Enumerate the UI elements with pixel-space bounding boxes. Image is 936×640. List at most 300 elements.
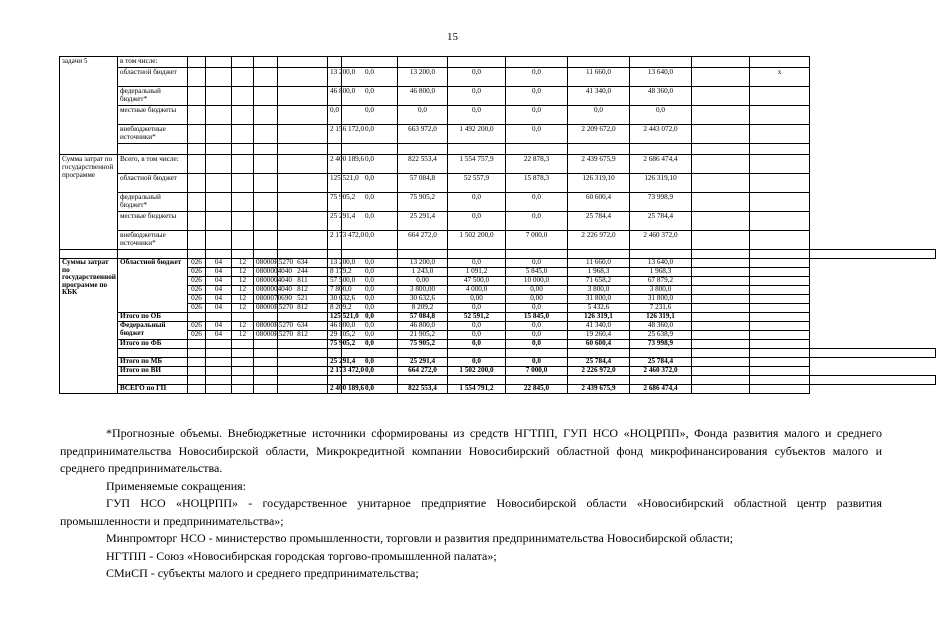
note-forecast: *Прогнозные объемы. Внебюджетные источники сформированы из средств НГТПП, ГУП НСО «НОЦРПП», Фонда развития малого и среднего предпринимательства Новосибирской области, Микрокредитной компании Новосибирский областной фонд микрофинансирования субъектов малого и среднего предпринимательства. [60,426,882,475]
value-cell: 29 105,2 [328,331,342,340]
code-cell [232,155,254,174]
row-label-total: Сумма затрат по государственной программе [60,155,118,250]
code-grbs: 026 [188,286,206,295]
empty-cell [750,376,810,385]
empty-cell [810,376,936,385]
code-cell [232,367,254,376]
code-pr: 12 [232,331,254,340]
value-cell [692,212,750,231]
value-cell: 0,0 [342,87,398,106]
value-cell: 0,0 [630,106,692,125]
value-cell: 13 200,0 [398,259,448,268]
source-label: Всего, в том числе: [118,155,188,174]
value-cell [398,144,448,155]
code-cell [278,155,328,174]
code-cell [278,57,328,68]
gap-cell [750,144,810,155]
value-cell: 41 340,0 [568,322,630,331]
code-cell [254,125,278,144]
value-cell: 664 272,0 [398,367,448,376]
value-cell: 0,0 [506,340,568,349]
value-cell: 664 272,0 [398,231,448,250]
table-row [60,331,936,340]
code-cell [278,87,328,106]
empty-cell [692,349,750,358]
gap-cell [750,304,810,313]
value-cell: 8 209,2 [328,304,342,313]
source-label: областной бюджет [118,174,188,193]
value-cell: 71 658,2 [568,277,630,286]
code-pr: 12 [232,268,254,277]
code-vr: 634 [278,322,328,331]
value-cell: 0,0 [448,322,506,331]
value-cell: 25 291,4 [398,212,448,231]
value-cell [692,322,750,331]
code-pr: 12 [232,259,254,268]
value-cell: 0,0 [448,358,506,367]
value-cell: 0,0 [448,106,506,125]
value-cell: 46 800,0 [328,87,342,106]
gap-cell [750,322,810,331]
code-cell [254,155,278,174]
value-cell: 1 968,3 [630,268,692,277]
value-cell: 0,0 [506,358,568,367]
value-cell: 1 968,3 [568,268,630,277]
code-pr: 12 [232,286,254,295]
code-cell [278,125,328,144]
value-cell [692,277,750,286]
source-label: внебюджетные источники* [118,231,188,250]
source-label [118,144,188,155]
code-rz: 04 [206,268,232,277]
value-cell: 1 554 791,2 [448,385,506,394]
code-cell [188,385,206,394]
code-cell [188,106,206,125]
value-cell: 0,0 [342,212,398,231]
value-cell: 60 600,4 [568,340,630,349]
code-cell [278,385,328,394]
value-cell: 0,0 [506,106,568,125]
value-cell: 2 686 474,4 [630,155,692,174]
empty-cell [692,250,750,259]
code-csr: 0800004040 [254,268,278,277]
row-label-kbk: Суммы затрат по государственной программе по КБК [60,259,118,394]
value-cell: 126 319,10 [568,174,630,193]
value-cell: 1 554 757,9 [448,155,506,174]
code-grbs: 026 [188,304,206,313]
value-cell: 21 905,2 [398,331,448,340]
value-cell: 0,00 [506,295,568,304]
code-cell [278,174,328,193]
code-grbs: 026 [188,277,206,286]
source-label: в том числе: [118,57,188,68]
value-cell: 0,0 [328,106,342,125]
value-cell: 25 784,4 [568,212,630,231]
page-number: 15 [447,31,458,43]
gap-cell [750,174,810,193]
empty-cell [750,349,810,358]
empty-cell [206,376,232,385]
table-row [60,358,936,367]
value-cell: 73 998,9 [630,340,692,349]
value-cell: 30 632,6 [398,295,448,304]
source-label: местные бюджеты [118,212,188,231]
code-grbs: 026 [188,295,206,304]
code-cell [232,68,254,87]
source-label: областной бюджет [118,68,188,87]
code-cell [206,193,232,212]
code-cell [232,87,254,106]
value-cell: 0,0 [342,125,398,144]
code-vr: 811 [278,277,328,286]
value-cell [692,106,750,125]
value-cell: 0,0 [448,304,506,313]
value-cell: 2 226 972,0 [568,231,630,250]
code-vr: 521 [278,295,328,304]
value-cell: 0,0 [568,106,630,125]
value-cell: 13 200,0 [398,68,448,87]
value-cell: 1 243,0 [398,268,448,277]
table-row [60,174,936,193]
value-cell [506,144,568,155]
code-cell [188,57,206,68]
value-cell: 0,0 [342,68,398,87]
source-label: местные бюджеты [118,106,188,125]
value-cell: 2 460 372,0 [630,231,692,250]
value-cell [692,155,750,174]
code-cell [278,340,328,349]
table-row [60,106,936,125]
code-cell [278,231,328,250]
value-cell: 0,0 [342,295,398,304]
code-csr: 08000R5270 [254,259,278,268]
code-cell [188,340,206,349]
itogo-label: Итого по МБ [118,358,188,367]
code-cell [206,385,232,394]
value-cell [692,331,750,340]
note-abbrev-minpromtorg: Минпромторг НСО - министерство промышленности, торговли и развития предпринимательства Новосибирской области; [106,531,734,545]
value-cell: 22 878,3 [506,155,568,174]
mark-cell [750,125,810,144]
code-cell [206,212,232,231]
code-cell [188,358,206,367]
value-cell: 0,0 [342,304,398,313]
value-cell: 2 460 372,0 [630,367,692,376]
code-csr: 08000R5270 [254,331,278,340]
mark-cell [750,87,810,106]
value-cell: 11 660,0 [568,259,630,268]
value-cell: 0,00 [448,295,506,304]
value-cell: 822 553,4 [398,385,448,394]
value-cell: 2 400 189,6 [328,385,342,394]
empty-cell [810,349,936,358]
value-cell: 41 340,0 [568,87,630,106]
value-cell: 7 000,0 [506,231,568,250]
mark-cell [750,106,810,125]
value-cell: 25 291,4 [328,212,342,231]
value-cell: 0,0 [506,212,568,231]
code-csr: 0800004040 [254,286,278,295]
value-cell: 13 200,0 [328,259,342,268]
value-cell: 0,0 [342,231,398,250]
value-cell: 0,0 [342,340,398,349]
value-cell [692,367,750,376]
code-grbs: 026 [188,331,206,340]
value-cell [448,57,506,68]
value-cell: 5 432,6 [568,304,630,313]
value-cell: 0,0 [342,106,398,125]
value-cell: 0,0 [506,125,568,144]
value-cell: 2 173 472,0 [328,231,342,250]
gap-cell [750,193,810,212]
gap-cell [750,259,810,268]
code-cell [206,144,232,155]
code-cell [206,174,232,193]
code-rz: 04 [206,331,232,340]
value-cell: 25 638,9 [630,331,692,340]
code-cell [232,174,254,193]
value-cell: 0,0 [448,259,506,268]
gap-cell [750,212,810,231]
value-cell: 0,0 [398,106,448,125]
value-cell: 13 640,0 [630,68,692,87]
value-cell: 46 800,0 [398,322,448,331]
gap-cell [750,286,810,295]
gap-cell [750,385,810,394]
code-cell [206,57,232,68]
code-rz: 04 [206,322,232,331]
row-label-task5: задачи 5 [60,57,118,155]
table-row [60,193,936,212]
code-cell [254,174,278,193]
value-cell: 0,0 [342,367,398,376]
value-cell: 57 084,8 [398,174,448,193]
value-cell: 22 845,0 [506,385,568,394]
value-cell [692,57,750,68]
value-cell: 2 686 474,4 [630,385,692,394]
value-cell: 25 784,4 [630,358,692,367]
code-cell [232,144,254,155]
code-cell [278,68,328,87]
value-cell: 57 084,8 [398,313,448,322]
code-cell [278,144,328,155]
gap-cell [750,231,810,250]
source-label-fb: Федеральный бюджет [118,322,188,340]
value-cell: 2 443 072,0 [630,125,692,144]
value-cell: 0,0 [506,304,568,313]
value-cell: 67 879,2 [630,277,692,286]
value-cell: 126 319,1 [630,313,692,322]
empty-cell [692,376,750,385]
value-cell: 3 800,00 [398,286,448,295]
code-cell [278,212,328,231]
code-cell [206,87,232,106]
value-cell: 0,0 [506,331,568,340]
value-cell: 46 800,0 [328,322,342,331]
code-cell [188,125,206,144]
code-cell [254,106,278,125]
value-cell: 0,0 [342,331,398,340]
itogo-label: Итого по ОБ [118,313,188,322]
gap-cell [750,340,810,349]
value-cell: 4 000,0 [448,286,506,295]
code-vr: 634 [278,259,328,268]
value-cell: 0,0 [506,87,568,106]
value-cell: 1 502 200,0 [448,231,506,250]
value-cell: 13 640,0 [630,259,692,268]
code-cell [188,68,206,87]
code-cell [254,68,278,87]
value-cell: 0,0 [342,286,398,295]
value-cell [506,57,568,68]
value-cell: 0,0 [506,68,568,87]
code-grbs: 026 [188,322,206,331]
code-rz: 04 [206,295,232,304]
code-csr: 08000R5270 [254,304,278,313]
value-cell: 126 319,1 [568,313,630,322]
code-cell [188,144,206,155]
value-cell: 31 800,0 [568,295,630,304]
empty-cell [750,250,810,259]
value-cell: 1 091,2 [448,268,506,277]
value-cell: 46 800,0 [398,87,448,106]
code-cell [232,125,254,144]
code-cell [232,57,254,68]
value-cell: 73 998,9 [630,193,692,212]
value-cell: 57 500,0 [328,277,342,286]
value-cell: 48 360,0 [630,87,692,106]
value-cell [398,57,448,68]
value-cell: 125 521,0 [328,174,342,193]
value-cell [630,144,692,155]
gap-cell [750,277,810,286]
code-pr: 12 [232,277,254,286]
value-cell: 125 521,0 [328,313,342,322]
value-cell: 13 200,0 [328,68,342,87]
gap-cell [750,295,810,304]
value-cell [692,259,750,268]
value-cell: 0,0 [448,87,506,106]
code-cell [188,231,206,250]
code-cell [254,87,278,106]
code-cell [278,367,328,376]
code-cell [254,57,278,68]
code-cell [254,144,278,155]
value-cell [692,193,750,212]
source-label: федеральный бюджет* [118,87,188,106]
value-cell: 0,0 [448,68,506,87]
code-cell [254,367,278,376]
empty-cell [206,349,232,358]
value-cell: 11 660,0 [568,68,630,87]
table-row [60,367,936,376]
value-cell: 0,0 [342,155,398,174]
code-cell [232,212,254,231]
table-row [60,125,936,144]
value-cell: 0,0 [342,268,398,277]
code-pr: 12 [232,304,254,313]
value-cell: 1 502 200,0 [448,367,506,376]
value-cell: 0,0 [506,322,568,331]
value-cell: 30 632,6 [328,295,342,304]
code-cell [232,106,254,125]
note-abbrev-smisp: СМиСП - субъекты малого и среднего предпринимательства; [106,566,419,580]
code-pr: 12 [232,322,254,331]
code-cell [254,212,278,231]
value-cell: 0,00 [398,277,448,286]
value-cell: 2 173 472,0 [328,367,342,376]
source-label: внебюджетные источники* [118,125,188,144]
value-cell: 1 492 200,0 [448,125,506,144]
value-cell [692,358,750,367]
value-cell: 2 439 675,9 [568,385,630,394]
value-cell [692,125,750,144]
value-cell: 2 209 672,0 [568,125,630,144]
value-cell [328,144,342,155]
gap-cell [750,155,810,174]
value-cell: 822 553,4 [398,155,448,174]
code-csr: 0800070690 [254,295,278,304]
table-row [60,340,936,349]
value-cell: 126 319,10 [630,174,692,193]
value-cell: 25 784,4 [568,358,630,367]
code-cell [254,193,278,212]
code-rz: 04 [206,286,232,295]
table-row [60,349,936,358]
code-cell [188,155,206,174]
value-cell: 7 000,0 [506,367,568,376]
value-cell: 52 557,9 [448,174,506,193]
code-vr: 812 [278,286,328,295]
code-grbs: 026 [188,259,206,268]
empty-cell [232,349,254,358]
table-body [60,57,936,394]
code-cell [206,68,232,87]
value-cell: 0,0 [506,193,568,212]
code-cell [254,231,278,250]
empty-cell [278,349,328,358]
value-cell: 5 845,0 [506,268,568,277]
value-cell: 10 000,0 [506,277,568,286]
value-cell [342,144,398,155]
gap-cell [750,367,810,376]
code-rz: 04 [206,304,232,313]
value-cell: 25 784,4 [630,212,692,231]
code-cell [254,358,278,367]
value-cell: 75 905,2 [398,340,448,349]
code-cell [206,231,232,250]
empty-cell [188,376,206,385]
code-pr: 12 [232,295,254,304]
value-cell: 0,0 [448,331,506,340]
value-cell [692,286,750,295]
value-cell: 48 360,0 [630,322,692,331]
value-cell: 2 400 189,6 [328,155,342,174]
value-cell [692,304,750,313]
value-cell: 3 800,0 [568,286,630,295]
value-cell: 0,00 [506,286,568,295]
empty-cell [278,376,328,385]
table-row [60,304,936,313]
source-label: федеральный бюджет* [118,193,188,212]
code-csr: 08000R5270 [254,322,278,331]
code-vr: 812 [278,304,328,313]
value-cell [692,268,750,277]
note-abbrev-ngtpp: НГТПП - Союз «Новосибирская городская торгово-промышленной палата»; [106,548,497,563]
value-cell [692,340,750,349]
value-cell: 75 905,2 [398,193,448,212]
code-grbs: 026 [188,268,206,277]
